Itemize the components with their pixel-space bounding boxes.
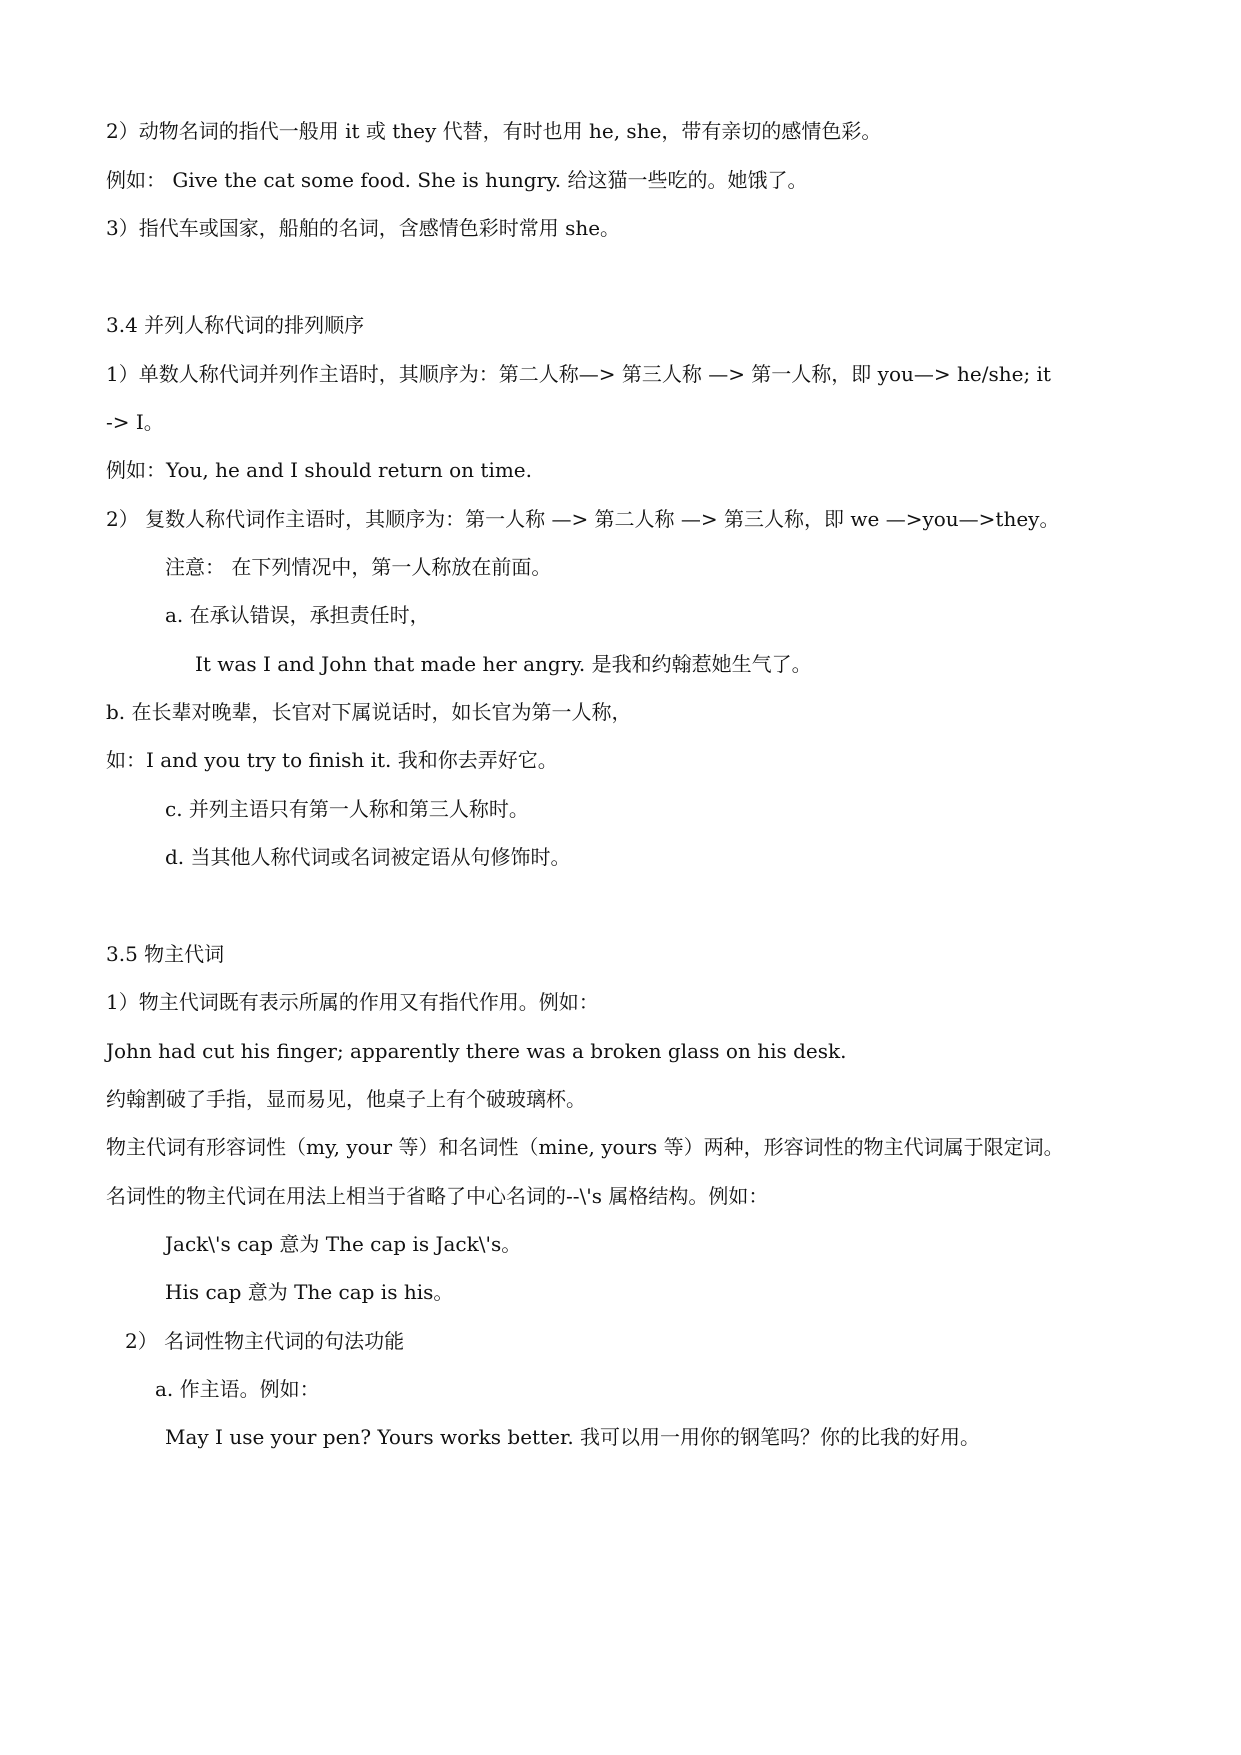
text-line: 例如： Give the cat some food. She is hungry. 给这猫一些吃的。她饿了。: [106, 168, 808, 192]
section-heading: 3.4 并列人称代词的排列顺序: [106, 313, 365, 337]
subsection-heading: 2） 名词性物主代词的句法功能: [125, 1329, 405, 1353]
note-line: 注意： 在下列情况中，第一人称放在前面。: [165, 555, 552, 579]
text-line: 物主代词有形容词性（my, your 等）和名词性（mine, yours 等）两种，形容词性的物主代词属于限定词。: [106, 1135, 1064, 1159]
example-line: It was I and John that made her angry. 是我和约翰惹她生气了。: [195, 652, 812, 676]
text-line: 3）指代车或国家，船舶的名词，含感情色彩时常用 she。: [106, 216, 621, 240]
text-line: 1）物主代词既有表示所属的作用又有指代作用。例如：: [106, 990, 599, 1014]
example-line: 如：I and you try to finish it. 我和你去弄好它。: [106, 748, 558, 772]
list-item: b. 在长辈对晚辈，长官对下属说话时，如长官为第一人称，: [106, 700, 632, 724]
section-heading: 3.5 物主代词: [106, 942, 225, 966]
list-item: d. 当其他人称代词或名词被定语从句修饰时。: [165, 845, 571, 869]
text-line: 名词性的物主代词在用法上相当于省略了中心名词的--\'s 属格结构。例如：: [106, 1184, 769, 1208]
example-line: Jack\'s cap 意为 The cap is Jack\'s。: [165, 1232, 522, 1256]
text-line: 2） 复数人称代词作主语时，其顺序为：第一人称 —> 第二人称 —> 第三人称，即 we —>you—>they。: [106, 507, 1060, 531]
list-item: a. 在承认错误，承担责任时，: [165, 603, 430, 627]
text-line: 约翰割破了手指，显而易见，他桌子上有个破玻璃杯。: [106, 1087, 586, 1111]
example-line: His cap 意为 The cap is his。: [165, 1280, 454, 1304]
text-line: 1）单数人称代词并列作主语时，其顺序为：第二人称—> 第三人称 —> 第一人称，即 you—> he/she; it: [106, 362, 1051, 386]
text-line: 2）动物名词的指代一般用 it 或 they 代替，有时也用 he, she，带有亲切的感情色彩。: [106, 119, 882, 143]
list-item: a. 作主语。例如：: [155, 1377, 320, 1401]
list-item: c. 并列主语只有第一人称和第三人称时。: [165, 797, 529, 821]
example-line: John had cut his finger; apparently there was a broken glass on his desk.: [106, 1039, 847, 1063]
text-line: 例如：You, he and I should return on time.: [106, 458, 533, 482]
text-line: -> I。: [106, 410, 164, 434]
example-line: May I use your pen? Yours works better. 我可以用一用你的钢笔吗？你的比我的好用。: [165, 1425, 981, 1449]
